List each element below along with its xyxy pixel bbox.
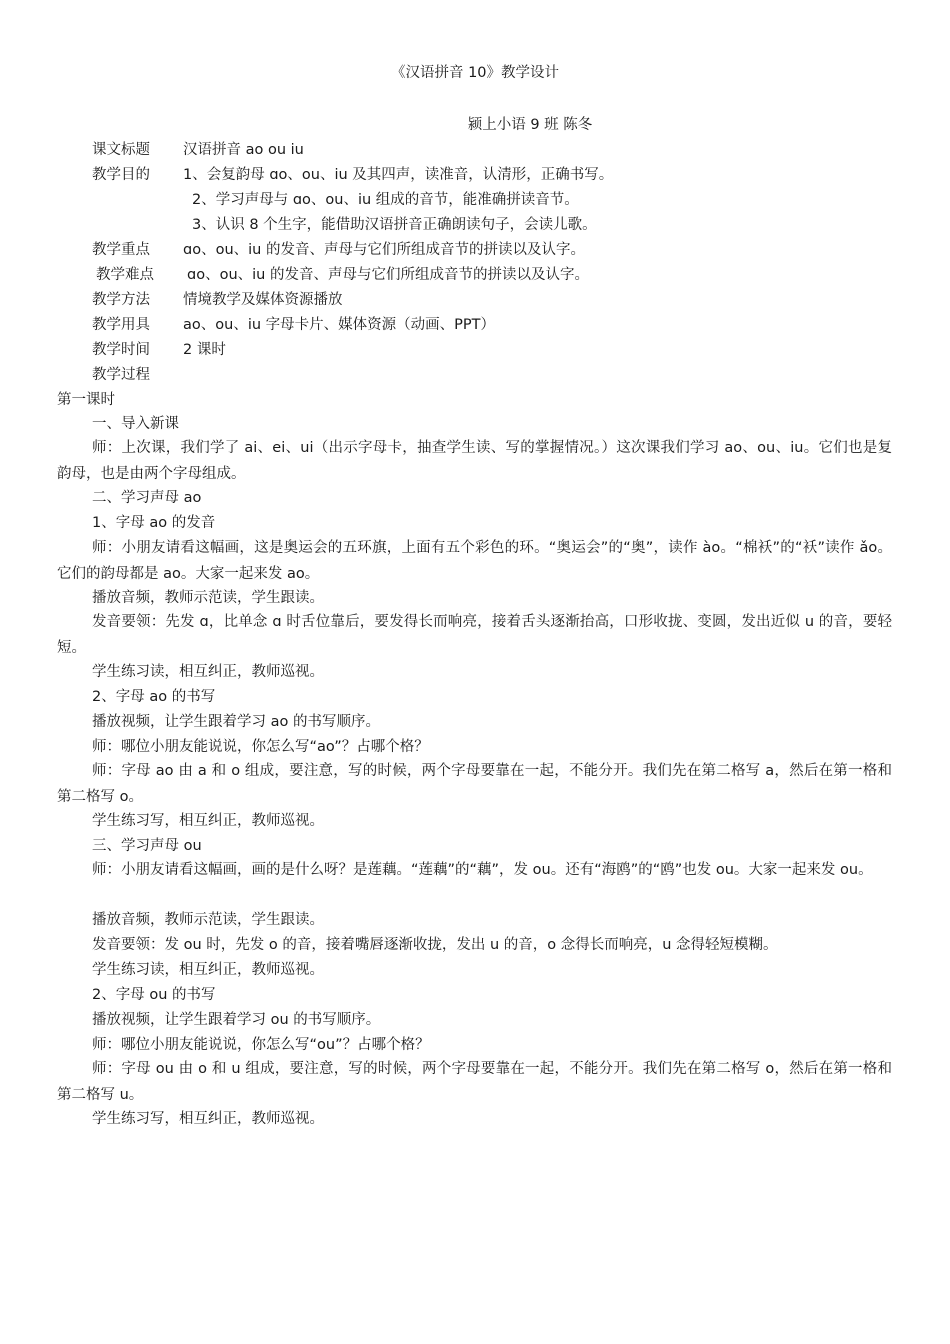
section-heading: 三、学习声母 ou bbox=[92, 838, 202, 854]
goal-label: 教学目的 bbox=[92, 167, 150, 183]
method-value: 情境教学及媒体资源播放 bbox=[183, 292, 343, 308]
key-point-value: ɑo、ou、iu 的发音、声母与它们所组成音节的拼读以及认字。 bbox=[183, 242, 585, 258]
difficulty-value: ɑo、ou、iu 的发音、声母与它们所组成音节的拼读以及认字。 bbox=[187, 267, 589, 283]
paragraph: 学生练习读，相互纠正，教师巡视。 bbox=[92, 664, 324, 680]
key-point-label: 教学重点 bbox=[92, 242, 150, 258]
method-label: 教学方法 bbox=[92, 292, 150, 308]
time-label: 教学时间 bbox=[92, 342, 150, 358]
paragraph: 师：小朋友请看这幅画，这是奥运会的五环旗，上面有五个彩色的环。“奥运会”的“奥”，读作 ào。“棉袄”的“袄”读作 ǎo。它们的韵母都是 ao。大家一起来发 ao。 bbox=[57, 540, 892, 582]
document-title: 《汉语拼音 10》教学设计 bbox=[390, 65, 560, 81]
paragraph: 播放视频，让学生跟着学习 ou 的书写顺序。 bbox=[92, 1012, 381, 1028]
subsection-heading: 1、字母 ao 的发音 bbox=[92, 515, 216, 531]
process-label: 教学过程 bbox=[92, 367, 150, 383]
tools-label: 教学用具 bbox=[92, 317, 150, 333]
paragraph: 学生练习写，相互纠正，教师巡视。 bbox=[92, 1111, 324, 1127]
paragraph: 师：字母 ou 由 o 和 u 组成，要注意，写的时候，两个字母要靠在一起，不能分开。我们先在第二格写 o，然后在第一格和第二格写 u。 bbox=[57, 1061, 892, 1103]
paragraph: 学生练习写，相互纠正，教师巡视。 bbox=[92, 813, 324, 829]
lesson-title-label: 课文标题 bbox=[92, 142, 150, 158]
paragraph: 发音要领：发 ou 时，先发 o 的音，接着嘴唇逐渐收拢，发出 u 的音，o 念得长而响亮，u 念得轻短模糊。 bbox=[92, 937, 778, 953]
paragraph: 师：哪位小朋友能说说，你怎么写“ao”？占哪个格？ bbox=[92, 739, 429, 755]
document-author: 颍上小语 9 班 陈冬 bbox=[467, 117, 593, 133]
time-value: 2 课时 bbox=[183, 342, 226, 358]
tools-value: ao、ou、iu 字母卡片、媒体资源（动画、PPT） bbox=[183, 317, 495, 333]
paragraph: 师：哪位小朋友能说说，你怎么写“ou”？占哪个格？ bbox=[92, 1037, 430, 1053]
goal-item-1: 1、会复韵母 ɑo、ou、iu 及其四声，读准音，认清形，正确书写。 bbox=[183, 167, 614, 183]
subsection-heading: 2、字母 ao 的书写 bbox=[92, 689, 216, 705]
lesson-title-value: 汉语拼音 ao ou iu bbox=[183, 142, 304, 158]
paragraph: 播放音频，教师示范读，学生跟读。 bbox=[92, 590, 324, 606]
section-heading: 一、导入新课 bbox=[92, 416, 179, 432]
difficulty-label: 教学难点 bbox=[96, 267, 154, 283]
paragraph: 学生练习读，相互纠正，教师巡视。 bbox=[92, 962, 324, 978]
paragraph: 播放视频，让学生跟着学习 ao 的书写顺序。 bbox=[92, 714, 380, 730]
goal-item-2: 2、学习声母与 ɑo、ou、iu 组成的音节，能准确拼读音节。 bbox=[192, 192, 579, 208]
goal-item-3: 3、认识 8 个生字，能借助汉语拼音正确朗读句子，会读儿歌。 bbox=[192, 217, 597, 233]
paragraph: 师：小朋友请看这幅画，画的是什么呀？是莲藕。“莲藕”的“藕”，发 ou。还有“海鸥”的“鸥”也发 ou。大家一起来发 ou。 bbox=[92, 862, 873, 878]
paragraph: 播放音频，教师示范读，学生跟读。 bbox=[92, 912, 324, 928]
lesson-one-heading: 第一课时 bbox=[57, 392, 115, 408]
subsection-heading: 2、字母 ou 的书写 bbox=[92, 987, 216, 1003]
paragraph: 师：字母 ao 由 a 和 o 组成，要注意，写的时候，两个字母要靠在一起，不能分开。我们先在第二格写 a，然后在第一格和第二格写 o。 bbox=[57, 763, 892, 805]
paragraph: 发音要领：先发 ɑ，比单念 ɑ 时舌位靠后，要发得长而响亮，接着舌头逐渐抬高，口形收拢、变圆，发出近似 u 的音，要轻短。 bbox=[57, 614, 892, 656]
section-heading: 二、学习声母 ao bbox=[92, 490, 202, 506]
paragraph: 师：上次课，我们学了 ai、ei、ui（出示字母卡，抽查学生读、写的掌握情况。）这次课我们学习 ao、ou、iu。它们也是复韵母，也是由两个字母组成。 bbox=[57, 440, 892, 482]
